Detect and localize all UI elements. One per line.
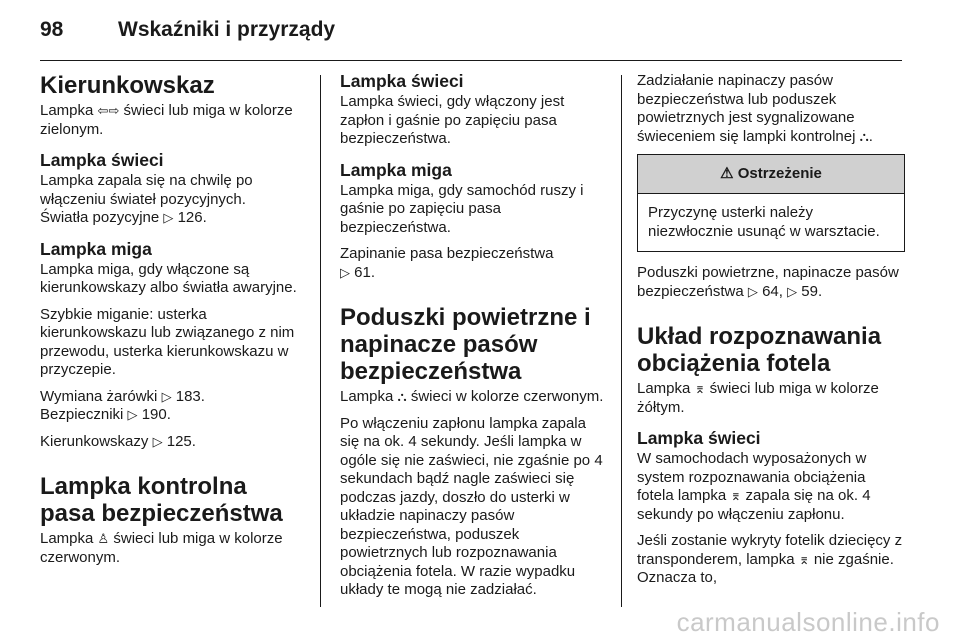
header-rule — [40, 60, 902, 61]
paragraph: Lampka miga, gdy włączone są kierunkowskazy albo światła awaryjne. — [40, 260, 297, 296]
subheading-swieci: Lampka świeci — [637, 428, 761, 448]
warning-triangle-icon: ⚠ — [720, 165, 734, 182]
paragraph: Lampka miga, gdy samochód ruszy i gaśnie po zapięciu pasa bezpieczeństwa. — [340, 181, 584, 236]
airbag-icon: ⛬ — [397, 389, 407, 404]
subheading-swieci: Lampka świeci — [340, 71, 464, 91]
seat-occupancy-icon: ⌆ — [694, 381, 706, 396]
seat-occupancy-icon: ⌆ — [730, 488, 742, 503]
warning-box — [637, 154, 905, 252]
subheading-miga: Lampka miga — [340, 159, 452, 180]
paragraph: Jeśli zostanie wykryty fotelik dziecięcy z transponderem, lampka ⌆ nie zgaśnie. Oznacza to, — [637, 532, 903, 586]
paragraph: Kierunkowskazy ▷ 125. — [40, 432, 196, 450]
seat-occupancy-icon: ⌆ — [798, 551, 810, 567]
page-ref-link[interactable]: 64, — [762, 282, 783, 300]
warning-text: Przyczynę usterki należy niezwłocznie usunąć w warsztacie. — [648, 204, 880, 240]
warning-title: Ostrzeżenie — [737, 165, 822, 182]
column-divider — [320, 75, 321, 607]
paragraph: Zapinanie pasa bezpieczeństwa ▷ 61. — [340, 245, 554, 281]
paragraph: Wymiana żarówki ▷ 183. Bezpieczniki ▷ 190. — [40, 387, 205, 423]
page-ref-link[interactable]: 59. — [801, 282, 823, 300]
page-ref-icon: ▷ — [747, 283, 758, 299]
heading-lampka-pasa: Lampka kontrolna pasa bezpieczeństwa — [40, 473, 283, 527]
paragraph: Poduszki powietrzne, napinacze pasów bezpieczeństwa ▷ 64, ▷ 59. — [637, 264, 899, 300]
column-2 — [340, 72, 608, 608]
seatbelt-icon: ♙ — [97, 531, 110, 546]
paragraph: Lampka ♙ świeci lub miga w kolorze czerwonym. — [40, 530, 283, 566]
page-number: 98 — [40, 18, 64, 41]
page-ref-icon: ▷ — [340, 264, 350, 280]
page-ref-icon: ▷ — [127, 407, 138, 422]
paragraph: W samochodach wyposażonych w system rozpoznawania obciążenia fotela lampka ⌆ zapala się na ok. 4 sekundy po włączeniu zapłonu. — [637, 450, 871, 523]
watermark: carmanualsonline.info — [676, 607, 940, 637]
page-ref-link[interactable]: 126. — [177, 209, 207, 226]
subheading-swieci: Lampka świeci — [40, 150, 164, 170]
page-ref-icon: ▷ — [787, 283, 798, 299]
paragraph: Lampka świeci, gdy włączony jest zapłon i gaśnie po zapięciu pasa bezpieczeństwa. — [340, 93, 565, 147]
paragraph: Zadziałanie napinaczy pasów bezpieczeństwa lub poduszek powietrznych jest sygnalizowane świeceniem się lampki kontrolnej ⛬. — [637, 72, 873, 145]
page-ref-link[interactable]: 61. — [354, 263, 376, 281]
paragraph: Szybkie miganie: usterka kierunkowskazu lub związanego z nim przewodu, usterka kierunkowskazu w przyczepie. — [40, 305, 295, 378]
heading-uklad-rozpoznawania: Układ rozpoznawania obciążenia fotela — [637, 323, 882, 377]
column-3 — [637, 72, 905, 596]
page-ref-link[interactable]: 190. — [141, 406, 171, 423]
page-ref-icon: ▷ — [163, 210, 174, 225]
column-divider — [621, 75, 622, 607]
heading-kierunkowskaz: Kierunkowskaz — [40, 72, 215, 99]
subheading-miga: Lampka miga — [40, 238, 152, 259]
page-ref-link[interactable]: 125. — [166, 432, 196, 450]
warning-body — [638, 194, 904, 251]
turn-signal-icon: ⇦⇨ — [97, 103, 120, 118]
airbag-icon: ⛬ — [859, 128, 869, 144]
paragraph: Po włączeniu zapłonu lampka zapala się na ok. 4 sekundy. Jeśli lampka w ogóle się nie zaświeci, nie zgaśnie po 4 sekundach bądź nagle zaświeci się podczas jazdy, doszło do usterki w układzie napinaczy pasów bezpieczeństwa, poduszek powietrznych lub rozpoznawania obciążenia fotela. W razie wypadku układy te mogą nie zadziałać. — [340, 414, 603, 598]
paragraph: Lampka ⌆ świeci lub miga w kolorze żółtym. — [637, 380, 879, 416]
running-title: Wskaźniki i przyrządy — [118, 18, 336, 41]
page-ref-link[interactable]: 183. — [175, 387, 205, 405]
page-ref-icon: ▷ — [152, 433, 163, 449]
paragraph: Lampka ⛬ świeci w kolorze czerwonym. — [340, 388, 604, 405]
paragraph: Lampka ⇦⇨ świeci lub miga w kolorze zielonym. — [40, 102, 293, 138]
paragraph: Lampka zapala się na chwilę po włączeniu świateł pozycyjnych. Światła pozycyjne ▷ 126. — [40, 172, 253, 226]
page-header — [40, 18, 335, 50]
heading-poduszki: Poduszki powietrzne i napinacze pasów bezpieczeństwa — [340, 304, 591, 385]
page-ref-icon: ▷ — [161, 388, 172, 404]
column-1 — [40, 72, 308, 575]
warning-header — [638, 155, 904, 194]
